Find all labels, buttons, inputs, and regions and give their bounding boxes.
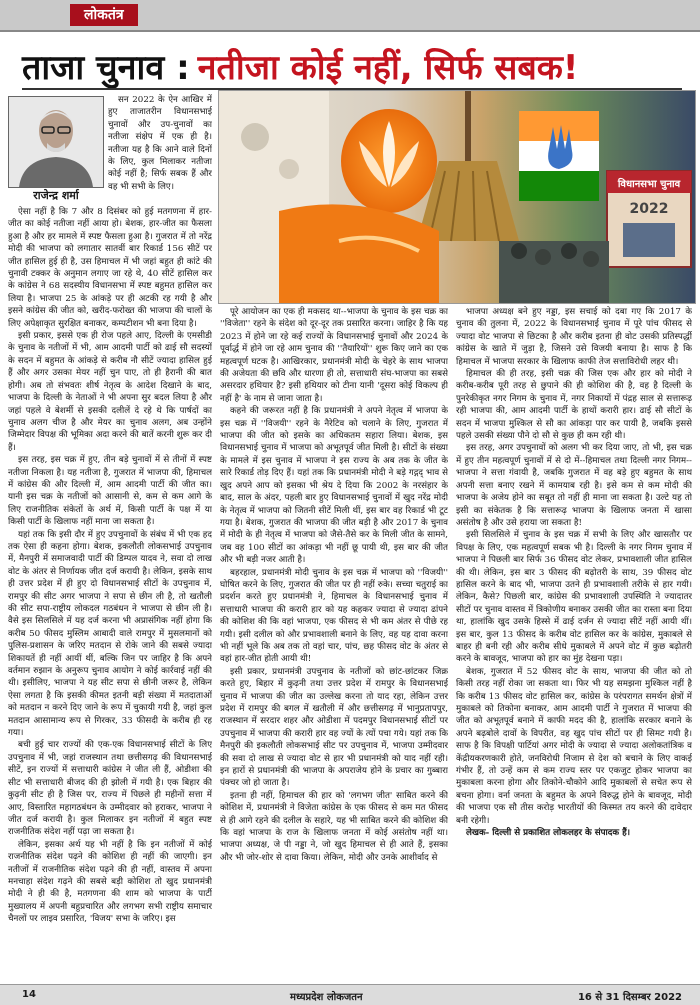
issue-date: 16 से 31 दिसम्बर 2022 — [577, 992, 682, 1003]
section-tag: लोकतंत्र — [70, 4, 138, 26]
author-name: राजेन्द्र शर्मा — [33, 189, 79, 202]
page-number: 14 — [22, 989, 36, 1000]
article-column-1 — [8, 206, 212, 978]
article-column-3 — [456, 306, 692, 978]
paragraph: इस तरह, अगर उपचुनावों को अलग भी कर दिया जाए, तो भी, इस चक्र में हुए तीन महत्वपूर्ण चुनावों में से दो में--हिमाचल तथा दिल्ली नगर निगम--भाजपा ने सत्ता गंवायी है, जबकि गुजरात में वह बड़े हुए बहुमत के साथ अपनी सत्ता बनाए रखने में कामयाब रही है। इसे कम से कम मोदी की भाजपा के अजेय होने का सबूत तो नहीं ही माना जा सकता है। उल्टे यह तो इसी का संकेतक है कि सत्तारूढ़ भाजपा के खिलाफ जनता में खासा असंतोष है और उसे हराया जा सकता है! — [456, 443, 692, 528]
author-photo — [8, 96, 104, 188]
paragraph: सन 2022 के ऐन आखिर में हुए ताजातरीन विधानसभाई चुनावों और उप-चुनावों का नतीजा संक्षेप में एक ही है। नतीजा यह है कि आने वाले दिनों के लिए, कुल मिलाकर नतीजा कोई नहीं है; सिर्फ सबक हैं और वह भी सभी के लिए। — [108, 95, 212, 192]
hero-collage-image — [218, 90, 696, 304]
lotus-symbol — [341, 109, 437, 213]
paragraph: बची हुई चार राज्यों की एक-एक विधानसभाई सीटों के लिए उपचुनाव में भी, जहां राजस्थान तथा छत्तीसगढ़ की विधानसभाई सीटें, इन राज्यों में सत्ताधारी कांग्रेस ने जीत ली हैं, ओडीशा की सीट भी सत्ताधारी बीजद की ही झोली में गयी है। एक बिहार की कुढ़नी सीट ही है जिस पर, राज्य में पिछले ही महीनों सत्ता में आए, विस्तारित महागठबंधन के उम्मीदवार को हराकर, भाजपा ने जीत दर्ज करायी है। कुल मिलाकर इन नतीजों में बहुत स्पष्ट राजनीतिक संदेश नहीं पढ़ा जा सकता है। — [8, 740, 212, 838]
paragraph: यहां तक कि इसी दौर में हुए उपचुनावों के संबंध में भी एक हद तक ऐसा ही कहना होगा। बेशक, इकलौती लोकसभाई उपचुनाव में, मैनपुरी में समाजवादी पार्टी की डिम्पल यादव ने, सवा दो लाख वोट के अंतर से निर्णायक जीत दर्ज करायी है। लेकिन, इसके साथ ही उत्तर प्रदेश में ही हुए दो विधानसभाई सीटों के उपचुनाव में, रामपुर की सीट अगर भाजपा ने सपा से छीन ली है, तो खतौली की सीट सपा-राष्ट्रीय लोकदल गठबंधन ने भाजपा से छीन ली है। वैसे इस सिलसिले में यह दर्ज करना भी अप्रासंगिक नहीं होगा कि करीब 50 फीसद मुस्लिम आबादी वाले रामपुर में मुसलमानों को पुलिस-प्रशासन के जरिए मतदान से रोके जाने की सबसे ज्यादा शिकायतें ही नहीं आयीं थीं, बल्कि जिन पर जाहिर है कि अपने वर्तमान रुझान के अनुरूप चुनाव आयोग ने कोई कार्रवाई नहीं की थी। इसीलिए, भाजपा ने यह सीट सपा से छीनी जरूर है, लेकिन ऐसा लगता है कि इसकी कीमत इतनी बड़ी संख्या में मतदाताओं को मतदान न करने दिए जाने के रूप में चुकायी गयी है, जहां कुल मतदान आसामान्य रूप से गिरकर, 33 फीसदी के करीब ही रह गया। — [8, 529, 212, 739]
paragraph: इसी प्रकार, इससे एक ही रोज पहले आए, दिल्ली के एमसीडी के चुनाव के नतीजों में भी, आम आदमी पार्टी को ढाई सौ सदस्यों के सदन में बहुमत के आंकड़े से करीब नौ सीटें ज्यादा हासिल हुई हैं और अगर उसका मेयर नहीं चुन पाए, तो ही हैरानी की बात होगी। अब तो संभवतः शीर्ष नेतृत्व के आदेश दिखाने के बाद, भाजपा के दिल्ली के नेताओं ने भी अपना सुर बदल लिया है और जहां पहले वे बेशर्मी से इसकी दलीलें दे रहे थे कि पार्षदों का चुनाव अलग चीज है और मेयर का चुनाव अलग, अब उन्होंने जिम्मेदार विपक्ष की भूमिका अदा करने की बातें करनी शुरू कर दी हैं। — [8, 331, 212, 453]
paragraph: इसी प्रकार, प्रधानमंत्री उपचुनाव के नतीजों को छांट-छांटकर जिक्र करते हुए, बिहार में कुढ़नी तथा उत्तर प्रदेश में रामपुर के विधानसभाई चुनाव में भाजपा की जीत का उल्लेख करना तो याद रहा, लेकिन उत्तर प्रदेश में रामपुर की बगल में खतौली में और छत्तीसगढ़ में भानुप्रतापपुर, राजस्थान में सरदार शहर और ओडीशा में पदमपुर विधानसभाई सीटों पर उपचुनाव में भाजपा की करारी हार वह ज्यों के त्यों पचा गये। यहां तक कि मैनपुरी की इकलौती लोकसभाई सीट पर उपचुनाव में, भाजपा उम्मीदवार की सवा दो लाख से ज्यादा वोट से हार भी प्रधानमंत्री को याद नहीं रही। इन हारों से प्रधानमंत्री की भाजपा के अपराजेय होने के प्रचार का गुब्बारा पंक्चर जो हो जाता है। — [220, 666, 448, 789]
author-portrait-image — [9, 97, 103, 187]
election-poster — [607, 171, 691, 267]
headline-part2: नतीजा कोई नहीं, सिर्फ सबक! — [197, 48, 579, 88]
paragraph: कहने की जरूरत नहीं है कि प्रधानमंत्री ने अपने नेतृत्व में भाजपा के इस चक्र में ''विजयी'' रहने के नैरेटिव को चलाने के लिए, गुजरात में भाजपा की जीत को इसके का अधिकतम सहारा लिया। बेशक, इस विधानसभाई चुनाव में भाजपा को अभूतपूर्व जीत मिली है। सीटों के संख्या के मामले में इस चुनाव में भाजपा ने इस राज्य के अब तक के जीत के सारे रिकार्ड तोड़ दिए हैं। यहां तक कि प्रधानमंत्री मोदी ने बड़े गद्गद् भाव से खुद अपने आप को इसका भी श्रेय दे दिया कि 2002 के नरसंहार के बाद, साल के अंदर, पहली बार हुए विधानसभाई चुनावों में खुद नरेंद्र मोदी के नेतृत्व में भाजपा को जितनी सीटें मिली थीं, इस बार वह रिकार्ड भी टूट गया है। बेशक, गुजरात की भाजपा की जीत बड़ी है और 2017 के चुनाव में मोदी के ही नेतृत्व में भाजपा को जैसे-तैसे कर के मिली जीत के सामने, जब वह 100 सीटों का आंकड़ा भी नहीं छू पायी थी, इस बार की जीत और भी बड़ी नजर आती है। — [220, 406, 448, 566]
congress-hand-symbol — [519, 111, 599, 201]
paragraph: ऐसा नहीं है कि 7 और 8 दिसंबर को हुई मतगणना में हार-जीत का कोई नतीजा नहीं आया हो। बेशक, हार-जीत का फैसला हुआ है और हर मामले में स्पष्ट फैसला हुआ है। गुजरात में तो नरेंद्र मोदी की भाजपा को लगातार सातवीं बार रिकार्ड 156 सीटें पर जीत हासिल हुई ही है, उस हिमाचल में भी जहां बहुत ही कांटे की चुनावी टक्कर के अनुमान लगाए जा रहे थे, 40 सीटें हासिल कर के कांग्रेस ने 68 सदस्यीय विधानसभा में स्पष्ट बहुमत हासिल कर लिया है। भाजपा 25 के आंकड़े पर ही अटकी रह गयी है और इसने कांग्रेस की जीत को, खरीद-फरोख्त की भाजपा की चालों के लिए अपेक्षाकृत सुरक्षित बनाकर, कम्पटीशन भी बना दिया है। — [8, 207, 212, 329]
article-column-2 — [220, 306, 448, 978]
publication-name: मध्यप्रदेश लोकजतन — [290, 992, 363, 1003]
paragraph: बेशक, गुजरात में 52 फीसद वोट के साथ, भाजपा की जीत को तो किसी तरह नहीं रोका जा सकता था। फिर भी यह समझना मुश्किल नहीं है कि करीब 13 फीसद वोट हासिल कर, कांग्रेस के परंपरागत समर्थन क्षेत्रों में मुकाबले को तिकोना बनाकर, आम आदमी पार्टी ने गुजरात में भाजपा की जीत को अभूतपूर्व बनाने में काफी मदद की है, हालांकि सरकार बनाने के अपने बढ़बोले दावों के विपरीत, वह खुद पांच सीटों पर ही सिमट गयी है। साफ है कि विपक्षी पार्टियां अगर मोदी के ज्यादा से ज्यादा अलोकतांत्रिक व केंद्रीयकरणकारी होते, जनविरोधी निजाम से देश को बचाने के लिए वाकई गंभीर हैं, तो उन्हें कम से कम राज्य स्तर पर एकजुट होकर भाजपा का मुकाबला करना होगा और तिकोने-चौकोने आदि मुकाबलों से सचेत रूप से बचना होगा। वर्ना जनता के बहुमत के अपने विरुद्ध होने के बावजूद, मोदी की भाजपा एक सौ तीस करोड़ भारतीयों की किस्मत तय करने की दावेदार बनी रहेगी। — [456, 666, 692, 826]
paragraph: लेकिन, इसका अर्थ यह भी नहीं है कि इन नतीजों में कोई राजनीतिक संदेश पढ़ने की कोशिश ही नहीं की जाएगी। इन नतीजों में राजनीतिक संदेश पढ़ने की ही नहीं, वास्तव में अपना मनचाहा संदेश गढ़ने की सबसे बड़ी कोशिश तो खुद प्रधानमंत्री मोदी ने ही की है, मतगणना की शाम को भाजपा के पार्टी मुख्यालय में अपनी बहुप्रचारित और लगभग सभी राष्ट्रीय समाचार चैनलों पर लाइव प्रसारित, 'विजय' सभा के जरिए। इस — [8, 839, 212, 925]
header-bar — [0, 0, 700, 32]
paragraph: इसी सिलसिले में चुनाव के इस चक्र में सभी के लिए और खासतौर पर विपक्ष के लिए, एक महत्वपूर्ण सबक भी है। दिल्ली के नगर निगम चुनाव में भाजपा ने पिछली बार सिर्फ 36 फीसद वोट लेकर, प्रभावशाली जीत हासिल की थी। लेकिन, इस बार 3 फीसद की बढ़ोतरी के साथ, 39 फीसद वोट हासिल करने के बाद भी, भाजपा उतने ही प्रभावशाली तरीके से हार गयी। लेकिन, कैसे? पिछली बार, कांग्रेस की प्रभावशाली उपस्थिति ने ज्यादातर सीटों पर चुनाव वास्तव में त्रिकोणीय बनाकर उसकी जीत का रास्ता बना दिया था, हालांकि खुद उसके हिस्से में ढाई दर्जन से ज्यादा सीटें नहीं आयी थीं। इस बार, कुल 13 फीसद के करीब वोट हासिल कर के कांग्रेस, मुकाबले से बाहर ही बनी रही और करीब सीधे मुकाबले में अपने वोट में कुछ बढ़ोतरी करने के बावजूद, भाजपा को हार का मुंह देखना पड़ा। — [456, 530, 692, 665]
headline — [22, 36, 682, 96]
poster-year: 2022 — [629, 201, 669, 217]
paragraph: हिमाचल की ही तरह, इसी चक्र की जिस एक और हार को मोदी ने करीब-करीब पूरी तरह से छुपाने की ही कोशिश की है, वह है दिल्ली के पुनरेकीकृत नगर निगम के चुनाव में, नगर निकायों में पंद्रह साल से सत्तारूढ़ रही भाजपा की, आम आदमी पार्टी के हाथों करारी हार। ढाई सौ सीटों के सदन में भाजपा मुश्किल से सौ का आंकड़ा पार कर पायी है, जबकि इससे पहले उसकी संख्या पौने दो सौ से कुछ ही कम रही थी। — [456, 369, 692, 442]
election-collage-graphic — [219, 91, 695, 303]
page-footer — [0, 984, 700, 1005]
poster-title: विधानसभा चुनाव — [617, 179, 681, 190]
headline-part1: ताजा चुनाव : — [22, 48, 190, 88]
author-byline: लेखक- दिल्ली से प्रकाशित लोकलहर के संपादक हैं। — [466, 828, 631, 839]
paragraph: इस तरह, इस चक्र में हुए, तीन बड़े चुनावों में से तीनों में स्पष्ट नतीजा निकला है। यह नतीजा है, गुजरात में भाजपा की, हिमाचल में कांग्रेस की और दिल्ली में, आम आदमी पार्टी की जीत का। यानी इस चक्र के नतीजों को आसानी से, कम से कम आगे के लिए राजनीतिक संकेतों के अर्थ में, किसी पार्टी के पक्ष में या किसी पार्टी के खिलाफ नहीं माना जा सकता है। — [8, 455, 212, 528]
paragraph: बहरहाल, प्रधानमंत्री मोदी चुनाव के इस चक्र में भाजपा को ''विजयी'' घोषित करने के लिए, गुजरात की जीत पर ही नहीं रुके। सच्चा चतुराई का प्रदर्शन करते हुए प्रधानमंत्री ने, हिमाचल के विधानसभाई चुनाव में सत्ताधारी भाजपा की करारी हार को यह कहकर ज्यादा से ज्यादा ढांपने की कोशिश की कि वहां भाजपा, एक फीसद से भी कम अंतर से पीछे रह गयी। इसी दलील को और प्रभावशाली बनाने के लिए, वह यह दावा करना भी नहीं भूले कि अब तक तो वहां चार, पांच, छह फीसद वोट के अंतर से वहां हार-जीत होती आयी थी! — [220, 567, 448, 665]
paragraph: भाजपा अध्यक्ष बने हुए नड्डा, इस सचाई को दबा गए कि 2017 के चुनाव की तुलना में, 2022 के विधानसभाई चुनाव में पूरे पांच फीसद से ज्यादा वोट भाजपा से छिटका है और करीब इतना ही वोट उसकी प्रतिस्पर्द्धी कांग्रेस के खाते में जुड़ा है, जिसने उसे विजयी बनाया है। साफ है कि हिमाचल में भाजपा सरकार के खिलाफ काफी तेज सत्ताविरोधी लहर थी। — [456, 307, 692, 367]
article-column-1-intro — [108, 94, 212, 204]
paragraph: इतना ही नहीं, हिमाचल की हार को 'लगभग जीत' साबित करने की कोशिश में, प्रधानमंत्री ने विजेता कांग्रेस के एक फीसद से कम मत फीसद से ही आगे रहने की दलील के सहारे, यह भी साबित करने की कोशिश की कि वहां भाजपा के राज के खिलाफ जनता में कोई असंतोष नहीं था। भाजपा अध्यक्ष, जे पी नड्डा ने, जो खुद हिमाचल से ही आते हैं, इसका और भी जोर-शोर से दावा किया। लेकिन, मोदी और उनके आशीर्वाद से — [220, 790, 448, 863]
paragraph: पूरे आयोजन का एक ही मकसद था--भाजपा के चुनाव के इस चक्र का ''विजेता'' रहने के संदेश को दूर-दूर तक प्रसारित करना। जाहिर है कि यह 2023 में होने जा रहे कई राज्यों के विधानसभाई चुनावों और 2024 के पूर्वार्द्ध में होने जा रहे आम चुनाव की ''तैयारियों'' शुरू किए जाने का एक महत्वपूर्ण घटक है। आखिरकार, प्रधानमंत्री मोदी के चेहरे के साथ भाजपा की अजेयता की छवि और धारणा ही तो, सत्ताधारी संघ-भाजपा का सबसे असरदार हथियार है? इसी हथियार को टीना यानी 'दूसरा कोई विकल्प ही नहीं है' के नाम से जाना जाता है। — [220, 307, 448, 404]
